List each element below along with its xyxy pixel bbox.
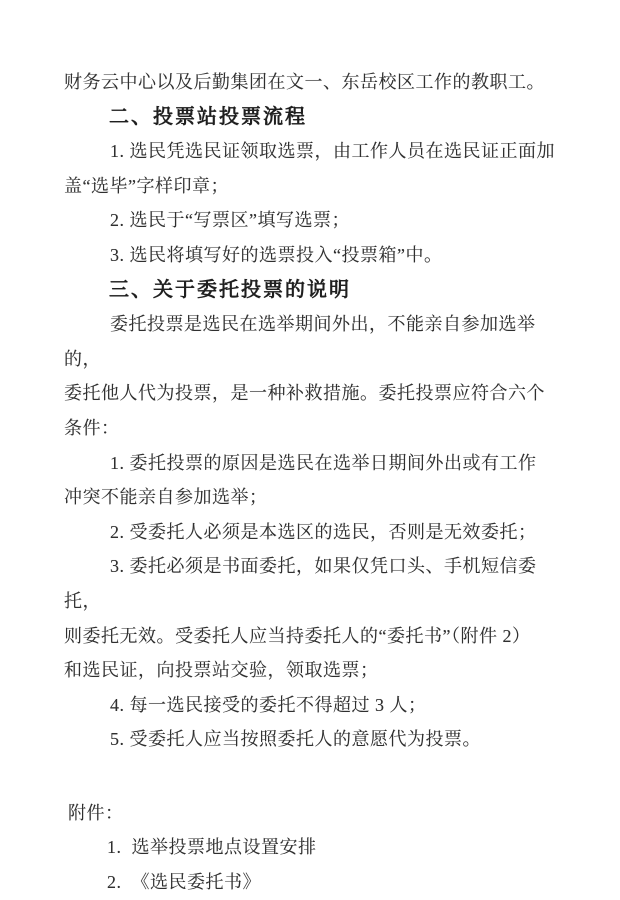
intro-continuation-line: 财务云中心以及后勤集团在文一、东岳校区工作的教职工。 bbox=[64, 72, 545, 92]
proxy-condition-3-line-3: 和选民证，向投票站交验，领取选票； bbox=[64, 660, 379, 681]
voting-step-1-line-2: 盖“选毕”字样印章； bbox=[64, 175, 229, 196]
document-text-block bbox=[64, 65, 569, 900]
voting-step-1-line-1: 1. 选民凭选民证领取选票，由工作人员在选民证正面加 bbox=[110, 141, 555, 162]
attachment-item-2: 2. 《选民委托书》 bbox=[107, 872, 261, 893]
proxy-intro-line-1: 委托投票是选民在选举期间外出，不能亲自参加选举的， bbox=[64, 314, 536, 369]
proxy-condition-3-line-2: 则委托无效。受委托人应当持委托人的“委托书”（附件 2） bbox=[64, 625, 531, 646]
proxy-condition-5: 5. 受委托人应当按照委托人的意愿代为投票。 bbox=[110, 729, 481, 750]
proxy-condition-2: 2. 受委托人必须是本选区的选民，否则是无效委托； bbox=[110, 521, 537, 542]
voting-step-2: 2. 选民于“写票区”填写选票； bbox=[110, 210, 350, 231]
proxy-condition-4: 4. 每一选民接受的委托不得超过 3 人； bbox=[110, 694, 427, 715]
proxy-condition-3-line-1: 3. 委托必须是书面委托，如果仅凭口头、手机短信委托， bbox=[64, 556, 537, 611]
attachment-item-1: 1. 选举投票地点设置安排 bbox=[107, 837, 317, 858]
proxy-condition-1-line-2: 冲突不能亲自参加选举； bbox=[64, 487, 268, 508]
attachments-label: 附件： bbox=[68, 802, 124, 823]
voting-step-3: 3. 选民将填写好的选票投入“投票箱”中。 bbox=[110, 244, 443, 265]
section-3-heading: 三、关于委托投票的说明 bbox=[109, 278, 351, 301]
proxy-intro-line-2: 委托他人代为投票，是一种补救措施。委托投票应符合六个 bbox=[64, 383, 545, 404]
proxy-intro-line-3: 条件： bbox=[64, 417, 120, 438]
proxy-condition-1-line-1: 1. 委托投票的原因是选民在选举日期间外出或有工作 bbox=[110, 452, 537, 473]
section-2-heading: 二、投票站投票流程 bbox=[109, 105, 307, 128]
